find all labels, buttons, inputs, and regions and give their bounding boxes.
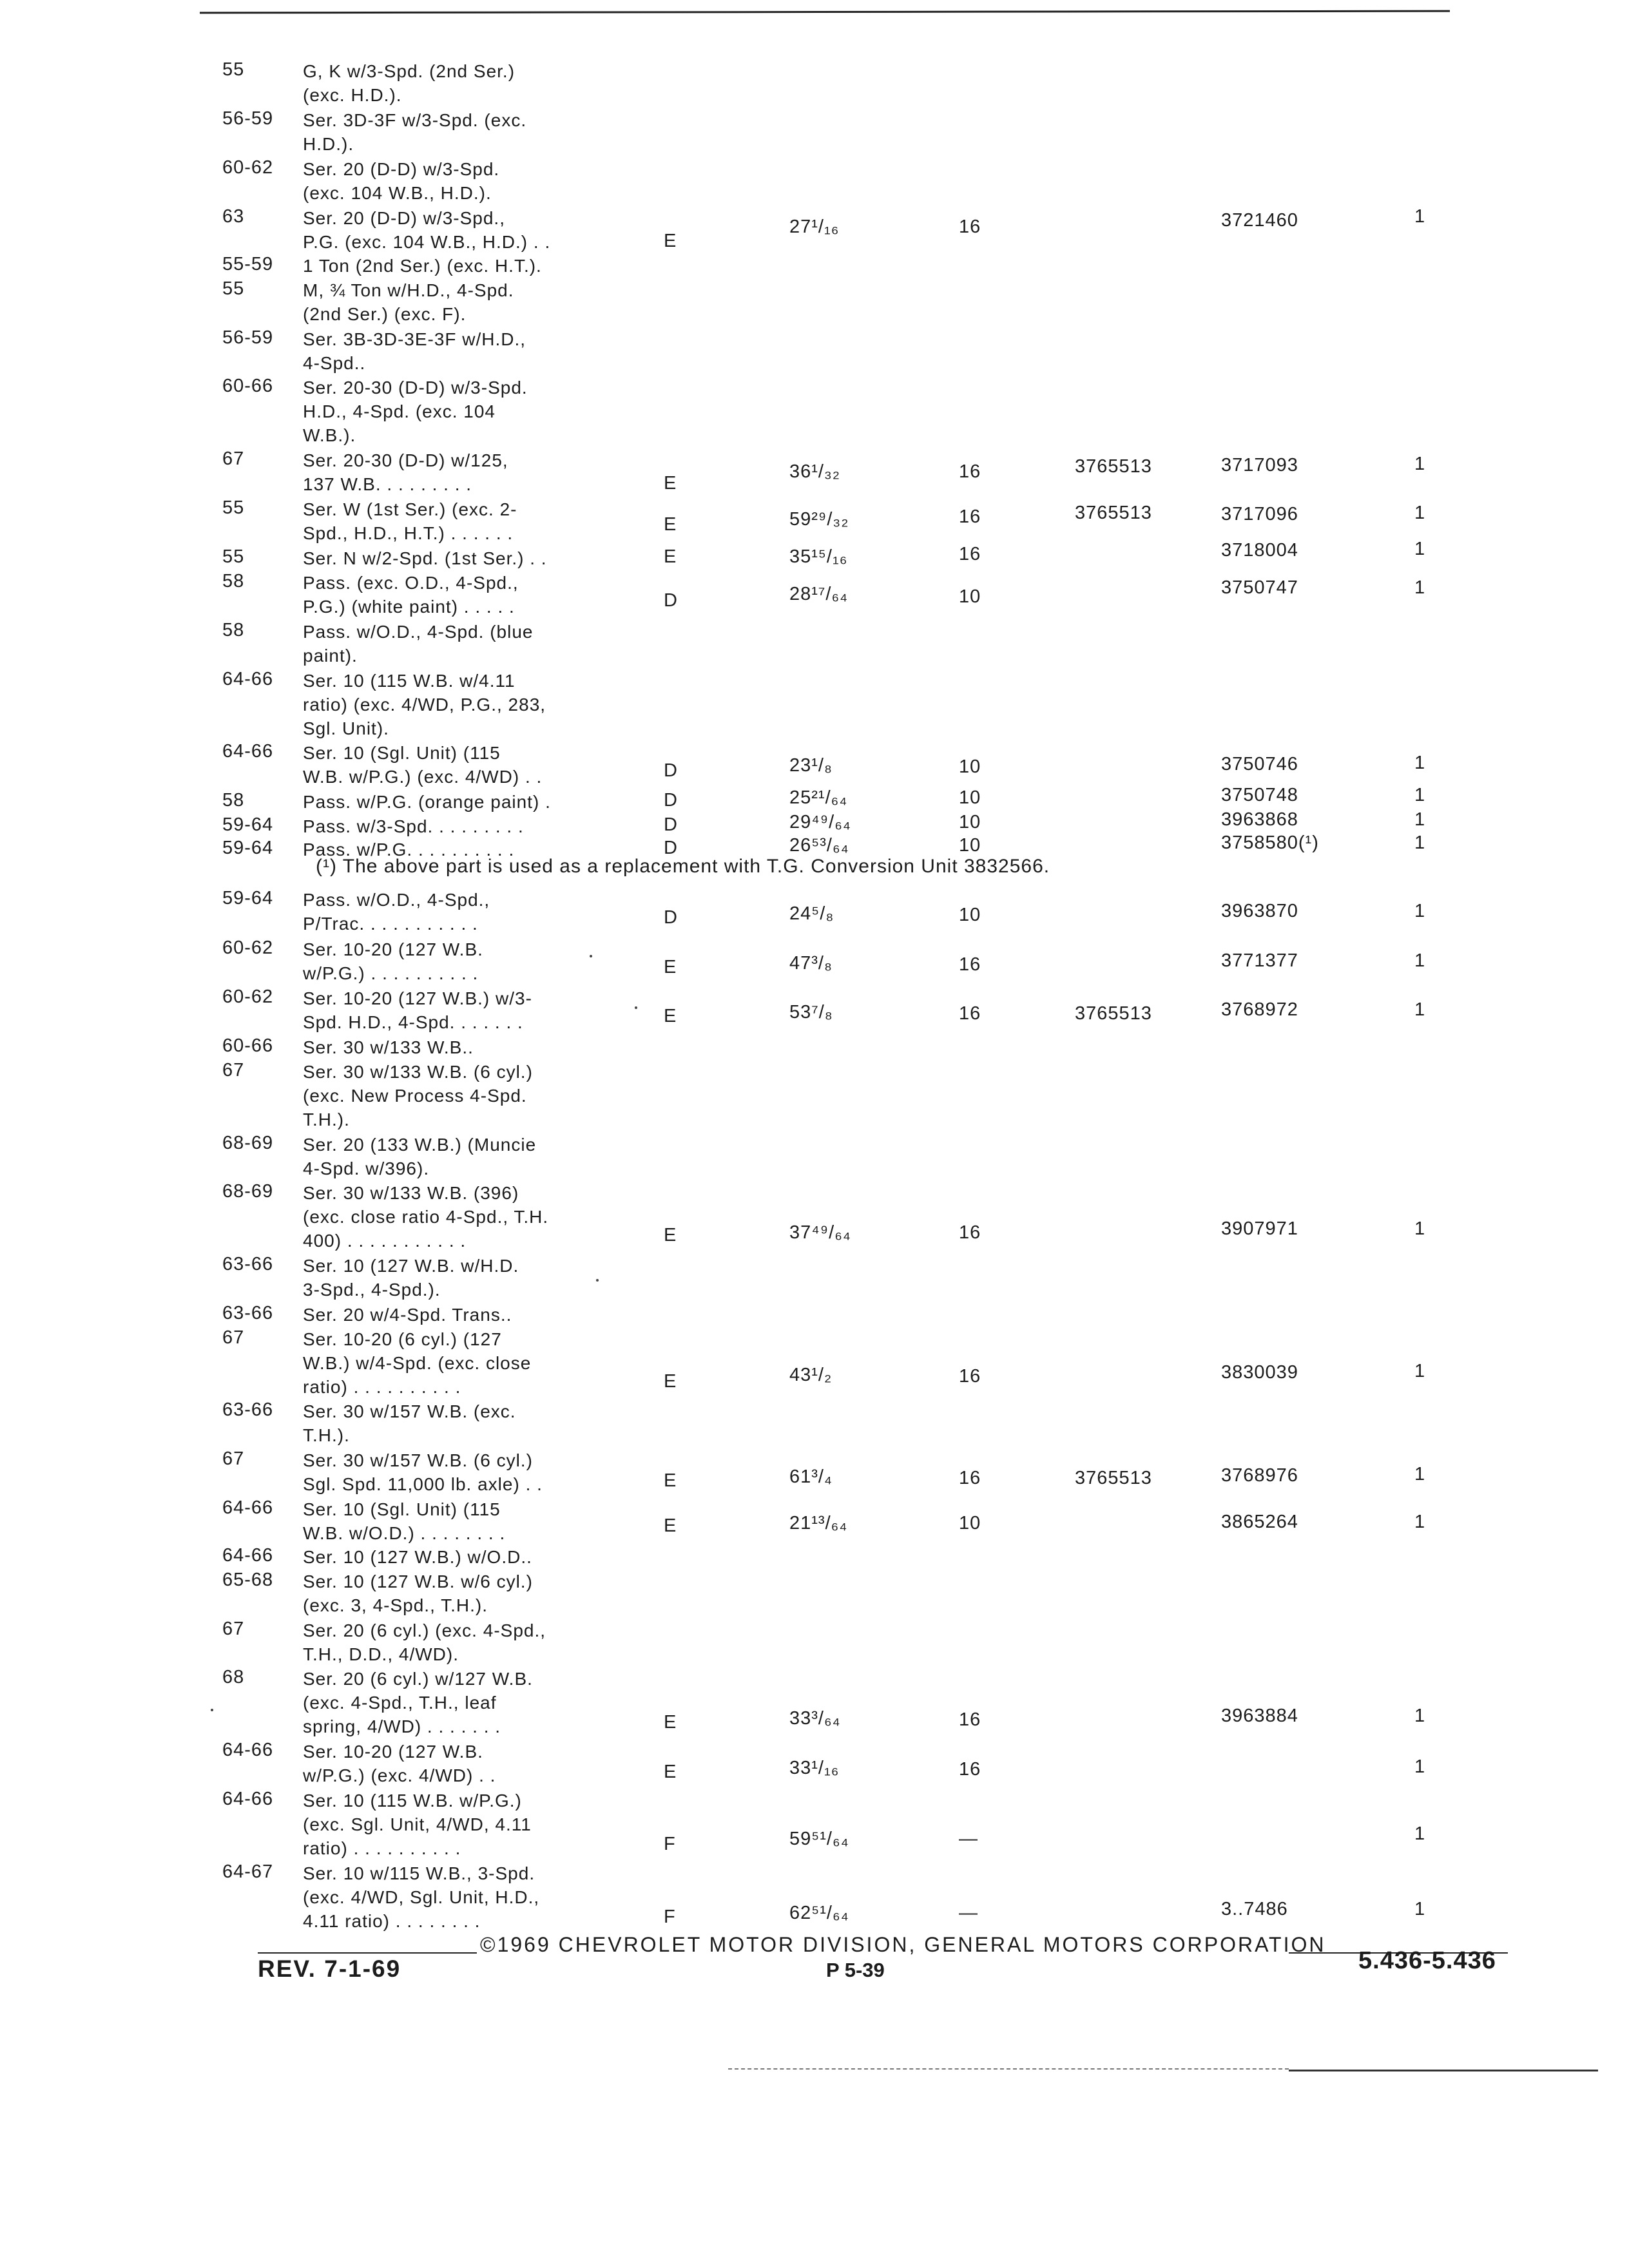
length: 28¹⁷/₆₄ (789, 584, 848, 604)
type-code: E (664, 1762, 677, 1782)
length: 25²¹/₆₄ (789, 787, 848, 808)
part-number-1: 3765513 (1075, 503, 1152, 523)
application-description: Pass. (exc. O.D., 4-Spd., P.G.) (white paint) . . . . . (303, 573, 519, 617)
quantity: 1 (1414, 1899, 1426, 1919)
spline-count: 16 (959, 1759, 981, 1780)
part-number-2: 3907971 (1221, 1218, 1298, 1239)
application-description: Ser. 30 w/133 W.B. (396) (exc. close ratio 4-Spd., T.H. 400) . . . . . . . . . . . (303, 1183, 549, 1251)
part-number-2: 3750748 (1221, 785, 1298, 805)
year-range: 68 (222, 1667, 245, 1687)
year-range: 63-66 (222, 1399, 274, 1420)
scan-artifact-line (728, 2068, 1289, 2070)
spline-count: 16 (959, 216, 981, 237)
quantity: 1 (1414, 577, 1426, 598)
year-range: 59-64 (222, 814, 274, 835)
footer-rule-left (258, 1952, 477, 1954)
type-code: E (664, 514, 677, 535)
top-rule (200, 10, 1450, 14)
quantity: 1 (1414, 809, 1426, 830)
spline-count: — (959, 1903, 978, 1923)
quantity: 1 (1414, 1464, 1426, 1485)
footnote: (¹) The above part is used as a replacement with T.G. Conversion Unit 3832566. (316, 856, 1050, 877)
application-description: Ser. 3D-3F w/3-Spd. (exc. H.D.). (303, 110, 527, 154)
year-range: 56-59 (222, 327, 274, 348)
spline-count: 16 (959, 1222, 981, 1243)
part-number-2: 3717093 (1221, 455, 1298, 476)
part-number-2: 3865264 (1221, 1512, 1298, 1532)
spline-count: 10 (959, 756, 981, 777)
type-code: D (664, 760, 678, 781)
spline-count: 10 (959, 905, 981, 925)
quantity: 1 (1414, 785, 1426, 805)
year-range: 68-69 (222, 1181, 274, 1202)
application-description: Ser. 10 (115 W.B. w/4.11 ratio) (exc. 4/WD, P.G., 283, Sgl. Unit). (303, 671, 546, 738)
type-code: E (664, 1225, 677, 1245)
application-description: Ser. 10-20 (127 W.B.) w/3- Spd. H.D., 4-Spd. . . . . . . (303, 988, 532, 1032)
length: 36¹/₃₂ (789, 461, 841, 482)
length: 23¹/₈ (789, 755, 833, 776)
application-description: Ser. 3B-3D-3E-3F w/H.D., 4-Spd.. (303, 329, 526, 373)
type-code: E (664, 231, 677, 251)
type-code: E (664, 473, 677, 494)
copyright-line: ©1969 CHEVROLET MOTOR DIVISION, GENERAL MOTORS CORPORATION (480, 1933, 1326, 1956)
quantity: 1 (1414, 1361, 1426, 1381)
year-range: 64-66 (222, 1497, 274, 1518)
page-number: P 5-39 (826, 1959, 885, 1981)
year-range: 68-69 (222, 1133, 274, 1153)
application-description: Ser. 10-20 (6 cyl.) (127 W.B.) w/4-Spd. (exc. close ratio) . . . . . . . . . . (303, 1329, 532, 1397)
application-description: 1 Ton (2nd Ser.) (exc. H.T.). (303, 256, 542, 276)
part-number-1: 3765513 (1075, 1003, 1152, 1024)
part-number-2: 3717096 (1221, 504, 1298, 524)
application-description: Ser. 20-30 (D-D) w/125, 137 W.B. . . . . . . . . (303, 450, 508, 494)
quantity: 1 (1414, 950, 1426, 971)
part-number-2: 3768976 (1221, 1465, 1298, 1486)
length: 47³/₈ (789, 953, 833, 974)
spline-count: 10 (959, 812, 981, 832)
application-description: Pass. w/O.D., 4-Spd., P/Trac. . . . . . . . . . . (303, 890, 490, 934)
length: 59²⁹/₃₂ (789, 509, 849, 530)
application-description: M, ¾ Ton w/H.D., 4-Spd. (2nd Ser.) (exc. F). (303, 280, 514, 324)
application-description: Ser. 10 (115 W.B. w/P.G.) (exc. Sgl. Unit, 4/WD, 4.11 ratio) . . . . . . . . . . (303, 1791, 532, 1858)
year-range: 64-67 (222, 1861, 274, 1882)
quantity: 1 (1414, 832, 1426, 853)
year-range: 58 (222, 571, 245, 591)
year-range: 59-64 (222, 888, 274, 908)
length: 24⁵/₈ (789, 903, 834, 924)
application-description: Pass. w/O.D., 4-Spd. (blue paint). (303, 622, 534, 666)
year-range: 67 (222, 1448, 245, 1469)
application-description: Ser. 20-30 (D-D) w/3-Spd. H.D., 4-Spd. (exc. 104 W.B.). (303, 378, 528, 445)
scan-speck (590, 955, 592, 957)
application-description: Ser. 30 w/133 W.B.. (303, 1037, 474, 1057)
part-number-2: 3721460 (1221, 210, 1298, 231)
application-description: Ser. 30 w/157 W.B. (6 cyl.) Sgl. Spd. 11,000 lb. axle) . . (303, 1450, 543, 1494)
scan-speck (211, 1709, 213, 1711)
application-description: Pass. w/P.G. . . . . . . . . . (303, 840, 515, 860)
length: 35¹⁵/₁₆ (789, 546, 848, 567)
type-code: F (664, 1907, 676, 1927)
type-code: D (664, 907, 678, 928)
application-description: Ser. 20 (6 cyl.) w/127 W.B. (exc. 4-Spd., T.H., leaf spring, 4/WD) . . . . . . . (303, 1669, 533, 1736)
year-range: 60-62 (222, 937, 274, 958)
year-range: 55 (222, 59, 245, 80)
year-range: 67 (222, 1060, 245, 1081)
part-number-2: 3..7486 (1221, 1899, 1288, 1919)
part-number-1: 3765513 (1075, 456, 1152, 477)
part-number-2: 3768972 (1221, 999, 1298, 1020)
year-range: 60-66 (222, 376, 274, 396)
spline-count: 16 (959, 1003, 981, 1024)
length: 61³/₄ (789, 1466, 833, 1487)
type-code: E (664, 1470, 677, 1491)
spline-count: 16 (959, 544, 981, 564)
type-code: E (664, 1515, 677, 1536)
quantity: 1 (1414, 999, 1426, 1020)
application-description: Ser. 10 (Sgl. Unit) (115 W.B. w/O.D.) . . . . . . . . (303, 1499, 506, 1543)
application-description: Ser. 10-20 (127 W.B. w/P.G.) . . . . . . . . . . (303, 939, 483, 983)
type-code: D (664, 814, 678, 835)
part-number-2: 3750747 (1221, 577, 1298, 598)
part-number-2: 3963868 (1221, 809, 1298, 830)
revision-date: REV. 7-1-69 (258, 1956, 401, 1982)
length: 29⁴⁹/₆₄ (789, 812, 851, 832)
part-number-2: 3771377 (1221, 950, 1298, 971)
year-range: 58 (222, 790, 245, 811)
application-description: G, K w/3-Spd. (2nd Ser.) (exc. H.D.). (303, 61, 516, 105)
application-description: Ser. 30 w/133 W.B. (6 cyl.) (exc. New Process 4-Spd. T.H.). (303, 1062, 533, 1129)
length: 26⁵³/₆₄ (789, 835, 849, 856)
part-number-2: 3718004 (1221, 540, 1298, 561)
spline-count: 16 (959, 1709, 981, 1730)
type-code: F (664, 1834, 676, 1854)
application-description: Ser. N w/2-Spd. (1st Ser.) . . (303, 548, 547, 568)
spline-count: 16 (959, 1468, 981, 1488)
part-number-1: 3765513 (1075, 1468, 1152, 1488)
type-code: E (664, 546, 677, 567)
year-range: 64-66 (222, 741, 274, 762)
application-description: Ser. W (1st Ser.) (exc. 2- Spd., H.D., H.T.) . . . . . . (303, 499, 517, 543)
quantity: 1 (1414, 503, 1426, 523)
part-number-2: 3963870 (1221, 901, 1298, 921)
quantity: 1 (1414, 539, 1426, 559)
length: 37⁴⁹/₆₄ (789, 1222, 851, 1243)
application-description: Pass. w/P.G. (orange paint) . (303, 792, 551, 812)
year-range: 65-68 (222, 1570, 274, 1590)
application-description: Ser. 20 (133 W.B.) (Muncie 4-Spd. w/396). (303, 1135, 537, 1178)
quantity: 1 (1414, 454, 1426, 474)
length: 62⁵¹/₆₄ (789, 1903, 849, 1923)
quantity: 1 (1414, 901, 1426, 921)
spline-count: 16 (959, 461, 981, 482)
application-description: Ser. 20 w/4-Spd. Trans.. (303, 1305, 512, 1325)
section-number: 5.436-5.436 (1358, 1947, 1496, 1974)
quantity: 1 (1414, 1512, 1426, 1532)
length: 33¹/₁₆ (789, 1758, 840, 1778)
year-range: 64-66 (222, 669, 274, 689)
year-range: 60-62 (222, 157, 274, 178)
scan-artifact-line (1289, 2070, 1598, 2071)
year-range: 60-62 (222, 986, 274, 1007)
length: 27¹/₁₆ (789, 216, 840, 237)
application-description: Ser. 10 w/115 W.B., 3-Spd. (exc. 4/WD, Sgl. Unit, H.D., 4.11 ratio) . . . . . . . . (303, 1863, 540, 1931)
year-range: 63 (222, 206, 245, 227)
length: 33³/₆₄ (789, 1708, 841, 1729)
spline-count: 16 (959, 506, 981, 527)
quantity: 1 (1414, 753, 1426, 773)
type-code: E (664, 957, 677, 977)
year-range: 67 (222, 1327, 245, 1348)
scan-speck (596, 1279, 599, 1282)
part-number-2: 3963884 (1221, 1706, 1298, 1726)
year-range: 63-66 (222, 1254, 274, 1274)
length: 59⁵¹/₆₄ (789, 1829, 849, 1849)
year-range: 55 (222, 278, 245, 299)
year-range: 60-66 (222, 1035, 274, 1056)
year-range: 59-64 (222, 838, 274, 858)
part-number-2: 3830039 (1221, 1362, 1298, 1383)
spline-count: 16 (959, 954, 981, 975)
type-code: E (664, 1006, 677, 1026)
quantity: 1 (1414, 1706, 1426, 1726)
application-description: Ser. 10 (127 W.B. w/6 cyl.) (exc. 3, 4-Spd., T.H.). (303, 1571, 533, 1615)
quantity: 1 (1414, 1823, 1426, 1844)
year-range: 63-66 (222, 1303, 274, 1323)
type-code: D (664, 790, 678, 811)
length: 53⁷/₈ (789, 1002, 833, 1023)
year-range: 64-66 (222, 1740, 274, 1760)
year-range: 55-59 (222, 254, 274, 274)
scan-speck (635, 1006, 637, 1009)
application-description: Ser. 10 (Sgl. Unit) (115 W.B. w/P.G.) (exc. 4/WD) . . (303, 743, 543, 787)
application-description: Ser. 30 w/157 W.B. (exc. T.H.). (303, 1401, 516, 1445)
year-range: 55 (222, 497, 245, 518)
year-range: 67 (222, 448, 245, 469)
application-description: Ser. 20 (D-D) w/3-Spd. (exc. 104 W.B., H.D.). (303, 159, 500, 203)
spline-count: 10 (959, 586, 981, 607)
year-range: 64-66 (222, 1789, 274, 1809)
spline-count: 10 (959, 835, 981, 856)
year-range: 64-66 (222, 1545, 274, 1566)
application-description: Ser. 20 (D-D) w/3-Spd., P.G. (exc. 104 W.B., H.D.) . . (303, 208, 551, 252)
spline-count: 10 (959, 1513, 981, 1533)
part-number-2: 3758580(¹) (1221, 832, 1319, 853)
year-range: 56-59 (222, 108, 274, 129)
spline-count: 16 (959, 1366, 981, 1387)
length: 43¹/₂ (789, 1365, 833, 1385)
quantity: 1 (1414, 206, 1426, 227)
quantity: 1 (1414, 1756, 1426, 1777)
type-code: D (664, 590, 678, 611)
type-code: E (664, 1712, 677, 1733)
year-range: 58 (222, 620, 245, 640)
type-code: E (664, 1371, 677, 1392)
application-description: Ser. 20 (6 cyl.) (exc. 4-Spd., T.H., D.D., 4/WD). (303, 1620, 546, 1664)
spline-count: 10 (959, 787, 981, 808)
spline-count: — (959, 1829, 978, 1849)
part-number-2: 3750746 (1221, 754, 1298, 774)
application-description: Ser. 10 (127 W.B.) w/O.D.. (303, 1547, 532, 1567)
application-description: Ser. 10 (127 W.B. w/H.D. 3-Spd., 4-Spd.). (303, 1256, 519, 1300)
quantity: 1 (1414, 1218, 1426, 1239)
application-description: Pass. w/3-Spd. . . . . . . . . (303, 816, 524, 836)
type-code: D (664, 838, 678, 858)
year-range: 67 (222, 1619, 245, 1639)
length: 21¹³/₆₄ (789, 1513, 848, 1533)
year-range: 55 (222, 546, 245, 567)
application-description: Ser. 10-20 (127 W.B. w/P.G.) (exc. 4/WD) . . (303, 1742, 496, 1785)
